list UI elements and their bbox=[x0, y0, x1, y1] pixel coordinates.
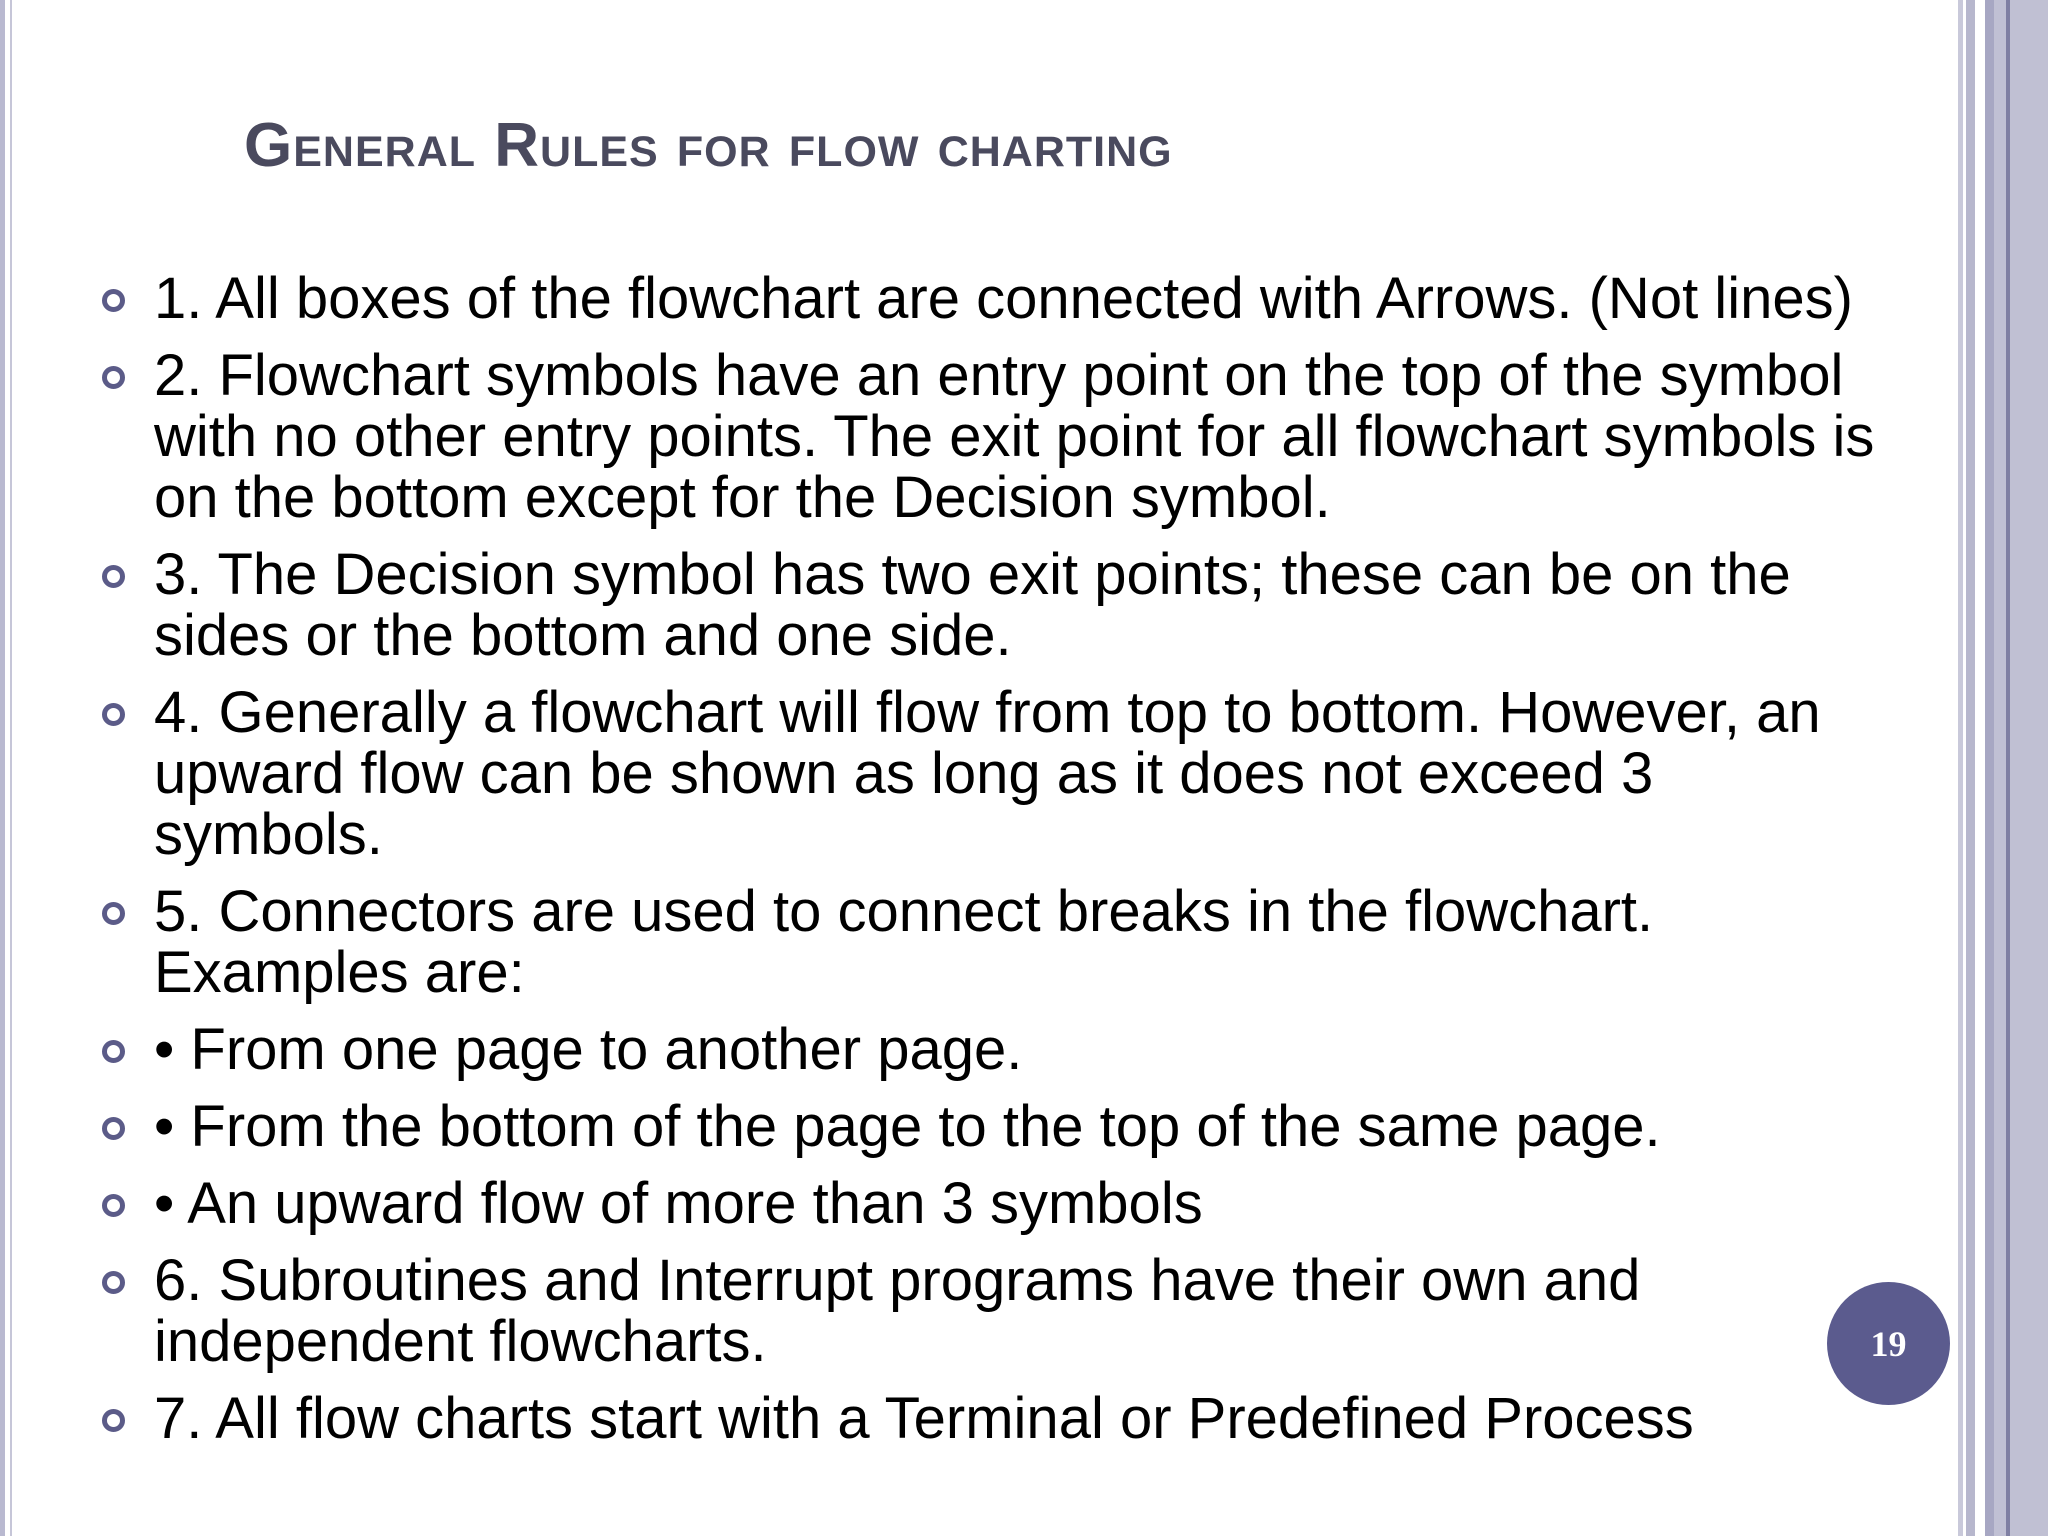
rule-text: 2. Flowchart symbols have an entry point on the top of the symbol with no other entry points. The exit point for all flowchart symbols is on the bottom except for the Decision symbol. bbox=[154, 343, 1875, 530]
page-number-badge bbox=[1827, 1282, 1950, 1405]
rules-list bbox=[96, 268, 1896, 1465]
rule-item bbox=[96, 682, 1896, 865]
right-stripe bbox=[1985, 0, 1994, 1536]
right-stripe bbox=[1994, 0, 2006, 1536]
circle-bullet-icon bbox=[102, 1117, 125, 1140]
right-stripe bbox=[1975, 0, 1985, 1536]
rule-text: • An upward flow of more than 3 symbols bbox=[154, 1171, 1203, 1236]
rule-item bbox=[96, 544, 1896, 666]
rule-text: 4. Generally a flowchart will flow from top to bottom. However, an upward flow can be shown as long as it does not exceed 3 symbols. bbox=[154, 680, 1821, 867]
circle-bullet-icon bbox=[102, 289, 125, 312]
rule-item bbox=[96, 1019, 1896, 1080]
rule-item bbox=[96, 881, 1896, 1003]
rule-item bbox=[96, 1096, 1896, 1157]
rule-item bbox=[96, 345, 1896, 528]
rule-text: 1. All boxes of the flowchart are connected with Arrows. (Not lines) bbox=[154, 266, 1853, 331]
circle-bullet-icon bbox=[102, 1409, 125, 1432]
rule-item bbox=[96, 1250, 1896, 1372]
left-border-line bbox=[0, 0, 5, 1536]
circle-bullet-icon bbox=[102, 366, 125, 389]
circle-bullet-icon bbox=[102, 902, 125, 925]
circle-bullet-icon bbox=[102, 1271, 125, 1294]
rule-text: 3. The Decision symbol has two exit points; these can be on the sides or the bottom and one side. bbox=[154, 542, 1791, 668]
right-stripe bbox=[2010, 0, 2048, 1536]
rule-text: • From one page to another page. bbox=[154, 1017, 1023, 1082]
rule-text: 5. Connectors are used to connect breaks in the flowchart. Examples are: bbox=[154, 879, 1654, 1005]
rule-text: • From the bottom of the page to the top of the same page. bbox=[154, 1094, 1661, 1159]
rule-text: 6. Subroutines and Interrupt programs have their own and independent flowcharts. bbox=[154, 1248, 1641, 1374]
right-stripe bbox=[1966, 0, 1975, 1536]
circle-bullet-icon bbox=[102, 1040, 125, 1063]
rule-item bbox=[96, 268, 1896, 329]
rule-item bbox=[96, 1173, 1896, 1234]
circle-bullet-icon bbox=[102, 703, 125, 726]
circle-bullet-icon bbox=[102, 1194, 125, 1217]
left-border-line-inner bbox=[10, 0, 12, 1536]
page-number: 19 bbox=[1870, 1323, 1907, 1364]
rule-text: 7. All flow charts start with a Terminal or Predefined Process bbox=[154, 1386, 1694, 1451]
rule-item bbox=[96, 1388, 1896, 1449]
slide-title: General Rules for flow charting bbox=[244, 111, 1173, 180]
circle-bullet-icon bbox=[102, 565, 125, 588]
right-stripe bbox=[1958, 0, 1963, 1536]
